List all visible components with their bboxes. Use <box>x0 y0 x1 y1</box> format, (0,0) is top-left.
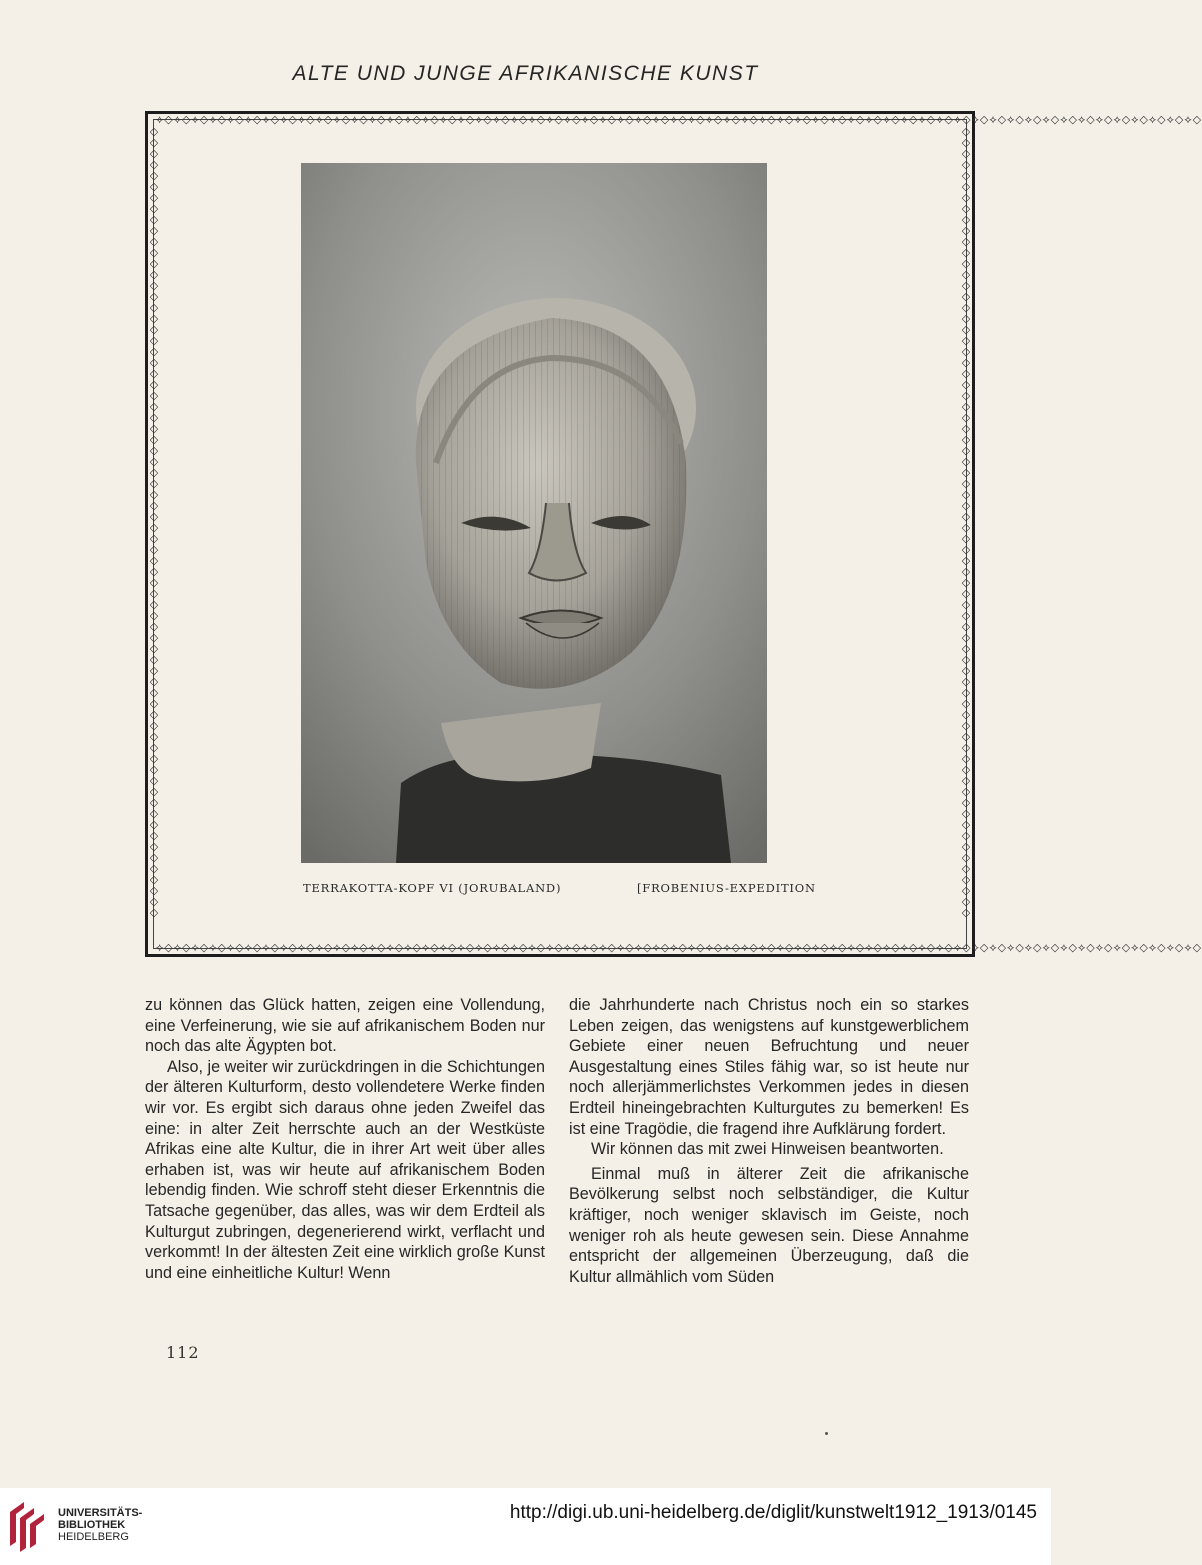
page-number: 112 <box>166 1343 200 1362</box>
terracotta-head-photo-icon <box>301 163 767 863</box>
library-logo-icon <box>6 1498 52 1554</box>
running-title: ALTE UND JUNGE AFRIKANISCHE KUNST <box>292 62 759 85</box>
paragraph: Einmal muß in älterer Zeit die afrikanische Bevölkerung selbst noch selbständiger, die Kultur kräftiger, noch weniger sklavisch im Geiste, noch weniger roh als heute gewesen sein. Diese Annahme entspricht der allgemeinen Überzeugung, daß die Kultur allmählich vom Süden <box>569 1164 969 1286</box>
frame-ornament-bottom: ⟡◇⟡◇⟡◇⟡◇⟡◇⟡◇⟡◇⟡◇⟡◇⟡◇⟡◇⟡◇⟡◇⟡◇⟡◇⟡◇⟡◇⟡◇⟡◇⟡◇⟡◇⟡◇⟡◇⟡◇⟡◇⟡◇⟡◇⟡◇⟡◇⟡◇⟡◇⟡◇⟡◇⟡◇⟡◇⟡◇⟡◇⟡◇⟡◇⟡◇⟡◇⟡◇⟡◇⟡◇⟡◇⟡◇⟡◇⟡◇⟡◇⟡◇⟡◇⟡◇⟡◇⟡◇⟡◇⟡◇⟡◇⟡◇⟡◇ <box>156 941 1202 954</box>
paragraph: Also, je weiter wir zurückdringen in die Schichtungen der älteren Kulturform, desto vollendetere Werke finden wir vor. Es ergibt sich daraus ohne jeden Zweifel das eine: in alter Zeit herrschte auch an der Westküste Afrikas eine alte Kultur, die in ihrer Art weit über alles erhaben ist, was wir heute auf afrikanischem Boden lebendig finden. Wie schroff steht dieser Erkenntnis die Tatsache gegenüber, das alles, was wir dem Erdteil als Kulturgut zubringen, degenerierend wirkt, verflacht und verkommt! In der ältesten Zeit eine wirklich große Kunst und eine einheitliche Kultur! Wenn <box>145 1057 545 1282</box>
paragraph: zu können das Glück hatten, zeigen eine Vollendung, eine Verfeinerung, wie sie auf afrikanischem Boden nur noch das alte Ägypten bot. <box>145 996 545 1056</box>
library-line-1: UNIVERSITÄTS- <box>58 1507 143 1519</box>
figure-caption-credit: [FROBENIUS-EXPEDITION <box>637 881 816 895</box>
paragraph: die Jahrhunderte nach Christus noch ein so starkes Leben zeigen, das wenigstens auf kunstgewerblichem Gebiete einer neuen Befruchtung und neuer Ausgestaltung eines Stiles fähig war, so ist heute nur noch allerjämmerlichstes Verkommen jedes in diesen Erdteil hineingebrachten Kulturgutes zu bemerken! Es ist eine Tragödie, die fragend ihre Aufklärung fordert. <box>569 996 969 1138</box>
frame-ornament-left: ◇◇◇◇◇◇◇◇◇◇◇◇◇◇◇◇◇◇◇◇◇◇◇◇◇◇◇◇◇◇◇◇◇◇◇◇◇◇◇◇◇◇◇◇◇◇◇◇◇◇◇◇◇◇◇◇◇◇◇◇◇◇◇◇◇◇◇◇◇◇◇◇ <box>149 125 159 919</box>
source-url-link[interactable]: http://digi.ub.uni-heidelberg.de/diglit/kunstwelt1912_1913/0145 <box>509 1502 1037 1523</box>
terracotta-head-photo <box>301 163 767 863</box>
library-name <box>58 1507 142 1543</box>
text-column-right <box>569 995 969 1287</box>
paragraph: Wir können das mit zwei Hinweisen beantworten. <box>591 1140 944 1159</box>
text-column-left <box>145 995 545 1283</box>
frame-ornament-right: ◇◇◇◇◇◇◇◇◇◇◇◇◇◇◇◇◇◇◇◇◇◇◇◇◇◇◇◇◇◇◇◇◇◇◇◇◇◇◇◇◇◇◇◇◇◇◇◇◇◇◇◇◇◇◇◇◇◇◇◇◇◇◇◇◇◇◇◇◇◇◇◇ <box>961 125 971 919</box>
digitization-footer <box>0 1488 1051 1565</box>
library-line-3: HEIDELBERG <box>58 1531 129 1543</box>
frame-ornament-top: ⟡◇⟡◇⟡◇⟡◇⟡◇⟡◇⟡◇⟡◇⟡◇⟡◇⟡◇⟡◇⟡◇⟡◇⟡◇⟡◇⟡◇⟡◇⟡◇⟡◇⟡◇⟡◇⟡◇⟡◇⟡◇⟡◇⟡◇⟡◇⟡◇⟡◇⟡◇⟡◇⟡◇⟡◇⟡◇⟡◇⟡◇⟡◇⟡◇⟡◇⟡◇⟡◇⟡◇⟡◇⟡◇⟡◇⟡◇⟡◇⟡◇⟡◇⟡◇⟡◇⟡◇⟡◇⟡◇⟡◇⟡◇⟡◇⟡◇ <box>156 113 1202 126</box>
figure-caption-title: TERRAKOTTA-KOPF VI (JORUBALAND) <box>303 881 562 895</box>
speck <box>825 1432 828 1435</box>
library-line-2: BIBLIOTHEK <box>58 1519 126 1531</box>
